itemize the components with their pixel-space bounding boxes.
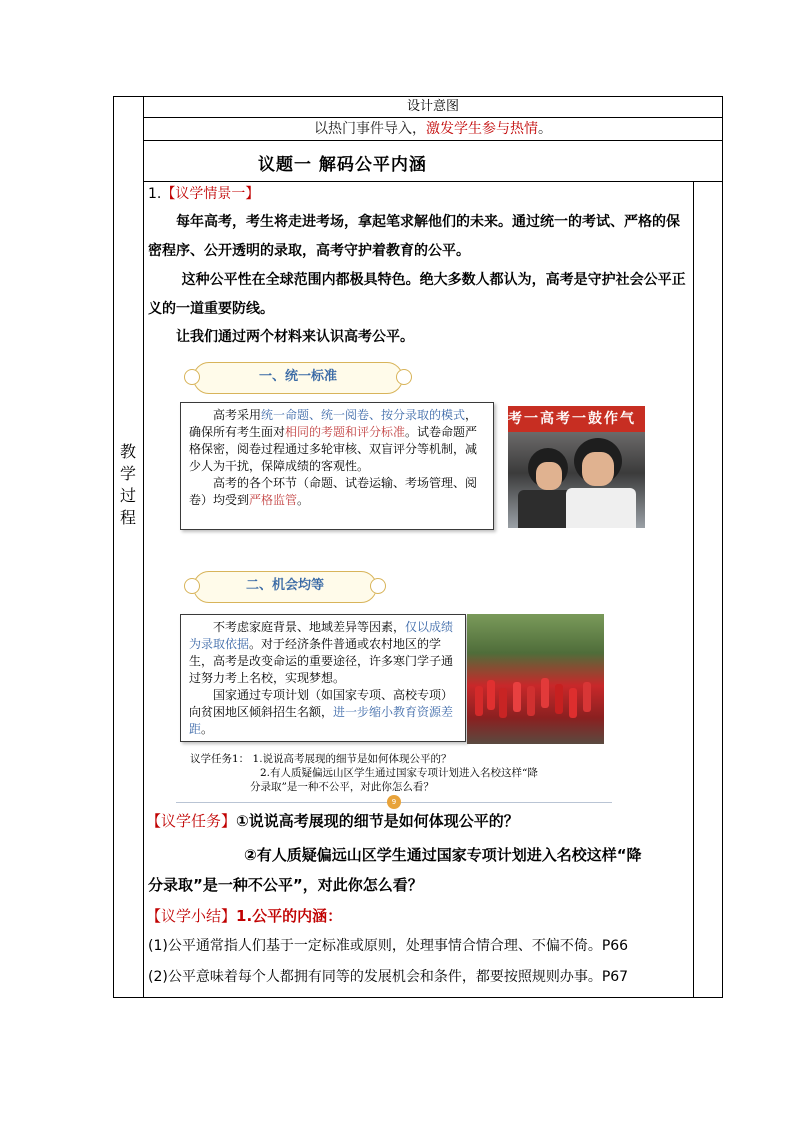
student-face-1 [536, 462, 562, 490]
box2-para-1 [189, 619, 457, 687]
intro-text-c: 。 [538, 121, 552, 137]
crowd-person-7 [555, 684, 563, 714]
intro-text-b: 激发学生参与热情 [426, 121, 538, 137]
box2-c: 。对于经济条件普通或农村地区的学生，高考是改变命运的重要途径，许多寒门学子通过努力考上名校，实现梦想。 [189, 637, 454, 685]
material-box-2 [180, 614, 466, 742]
row-divider-2 [143, 140, 723, 141]
slide-task-text [190, 752, 590, 794]
scene-paragraph-2: 这种公平性在全球范围内都极具特色。绝大多数人都认为，高考是守护社会公平正义的一道重要防线。 [148, 272, 686, 317]
slide-task-1: 1.说说高考展现的细节是如何体现公平的？ [252, 753, 452, 765]
inner-right-divider [693, 181, 694, 998]
slide-task-label: 议学任务1： [190, 753, 250, 765]
topic-title: 议题一 解码公平内涵 [258, 155, 427, 175]
task-q2b: 分录取”是一种不公平”，对此你怎么看？ [148, 876, 423, 894]
slide-task-line-1 [190, 752, 590, 766]
table-border-bottom [113, 997, 723, 998]
crowd-person-4 [513, 682, 521, 712]
banner-equal-opportunity: 二、机会均等 [193, 571, 377, 603]
side-label-cell [113, 96, 143, 997]
box1-b: 统一命题、统一阅卷、按分录取的模式 [261, 408, 466, 422]
box1-d: 相同的考题和评分标准 [285, 425, 406, 439]
intro-text-a: 以热门事件导入， [314, 121, 426, 137]
crowd-person-1 [475, 686, 483, 716]
design-intent-header: 设计意图 [406, 99, 459, 114]
side-char-4: 程 [119, 508, 136, 527]
student-face-2 [582, 452, 614, 486]
box1-para-1 [189, 407, 485, 475]
students-crowd-photo [467, 614, 604, 744]
student-shirt-2 [566, 488, 636, 528]
crowd-person-6 [541, 678, 549, 708]
slide-task-2b: 分录取”是一种不公平，对此你怎么看？ [250, 781, 434, 793]
scene-num: 1. [148, 186, 162, 202]
box2-d: 国家通过专项计划（如国家专项、高校专项）向贫困地区倾斜招生名额， [189, 688, 454, 719]
slide-page-number: 9 [387, 795, 401, 809]
box2-e: 进一步缩小教育资源差距 [189, 705, 454, 736]
scene-heading [148, 180, 692, 209]
crowd-person-3 [499, 688, 507, 718]
table-border-right [722, 96, 723, 998]
box1-c: ，确保所有考生面对 [189, 408, 478, 439]
box1-a: 高考采用 [213, 408, 262, 422]
crowd-person-2 [487, 680, 495, 710]
side-char-3: 过 [119, 486, 136, 505]
column-divider [143, 96, 144, 998]
side-char-2: 学 [119, 464, 136, 483]
box1-h: 。 [297, 493, 310, 507]
task-q1: ①说说高考展现的细节是如何体现公平的？ [236, 812, 519, 830]
design-intent-text [144, 118, 722, 140]
summary-point-1: (1)公平通常指人们基于一定标准或原则，处理事情合情合理、不偏不倚。P66 [148, 938, 629, 954]
box1-para-2 [189, 475, 485, 509]
side-label [113, 441, 143, 529]
banner-unified-standard: 一、统一标准 [193, 362, 403, 394]
summary-point-2: (2)公平意味着每个人都拥有同等的发展机会和条件，都要按照规则办事。P67 [148, 969, 629, 985]
summary-heading [146, 906, 342, 926]
task-label: 【议学任务】 [146, 812, 237, 830]
box1-g: 严格监管 [249, 493, 298, 507]
task-q2a: ②有人质疑偏远山区学生通过国家专项计划进入名校这样“降 [244, 846, 642, 864]
crowd-person-8 [569, 688, 577, 718]
box2-para-2 [189, 687, 457, 738]
box2-b: 仅以成绩为录取依据 [189, 620, 454, 651]
box1-e: 。试卷命题严格保密，阅卷过程通过多轮审核、双盲评分等机制，减少人为干扰，保障成绩的客观性。 [189, 425, 478, 473]
summary-title: 1.公平的内涵： [236, 907, 343, 925]
exam-students-photo [508, 406, 645, 528]
box1-f: 高考的各个环节（命题、试卷运输、考场管理、阅卷）均受到 [189, 476, 478, 507]
side-char-1: 教 [119, 442, 136, 461]
summary-label: 【议学小结】 [146, 907, 237, 925]
crowd-person-5 [527, 686, 535, 716]
crowd-person-9 [583, 682, 591, 712]
scene-paragraph-1: 每年高考，考生将走进考场，拿起笔求解他们的未来。通过统一的考试、严格的保密程序、公开透明的录取，高考守护着教育的公平。 [148, 214, 680, 259]
scene-paragraph-3: 让我们通过两个材料来认识高考公平。 [176, 329, 414, 345]
material-box-1 [180, 402, 494, 530]
photo-banner-text: 考一高考一鼓作气 [508, 406, 645, 432]
box2-a: 不考虑家庭背景、地域差异等因素， [213, 620, 406, 634]
slide-task-2a: 2.有人质疑偏远山区学生通过国家专项计划进入名校这样“降 [260, 767, 538, 779]
box2-f: 。 [201, 722, 214, 736]
scene-label: 【议学情景一】 [161, 186, 260, 202]
task-line-1 [146, 811, 519, 831]
